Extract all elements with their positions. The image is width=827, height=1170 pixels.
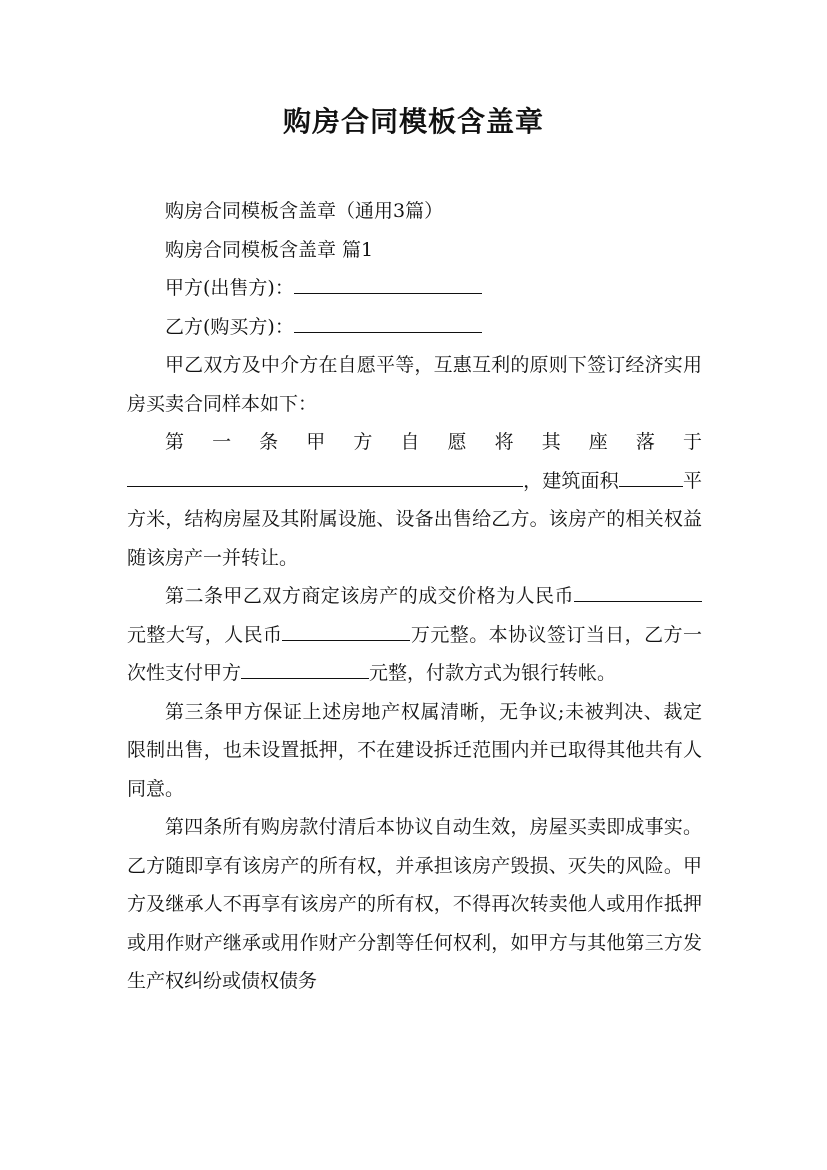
article-2-heading: 第二条甲乙双方商定该房产的成交价格为人民币 xyxy=(165,585,574,607)
article-1-area-label: ，建筑面积 xyxy=(523,469,619,492)
subtitle-paragraph: 购房合同模板含盖章（通用3篇） xyxy=(165,200,444,222)
article-2-text-b: 元整大写，人民币 xyxy=(127,623,283,646)
party-a-blank xyxy=(294,273,482,294)
section-heading-1: 购房合同模板含盖章 篇1 xyxy=(165,238,374,261)
article-2-text-c: 万元整。本协议签订当日，乙方一次性支付甲方 xyxy=(127,623,702,684)
article-1-paragraph xyxy=(127,423,702,577)
article-1-rest: 平方米，结构房屋及其附属设施、设备出售给乙方。该房产的相关权益随该房产一并转让。 xyxy=(127,469,702,569)
document-body xyxy=(127,192,702,1001)
article-2-text-d: 元整，付款方式为银行转帐。 xyxy=(369,662,617,684)
article-4-paragraph: 第四条所有购房款付清后本协议自动生效，房屋买卖即成事实。乙方随即享有该房产的所有权，并承担该房产毁损、灭失的风险。甲方及继承人不再享有该房产的所有权，不得再次转卖他人或用作抵押或用作财产继承或用作财产分割等任何权利，如甲方与其他第三方发生产权纠纷或债权债务 xyxy=(127,816,702,992)
price-words-blank xyxy=(282,620,410,641)
party-a-label: 甲方(出售方)： xyxy=(165,277,294,299)
payment-blank xyxy=(241,658,369,679)
intro-paragraph: 甲乙双方及中介方在自愿平等，互惠互利的原则下签订经济实用房买卖合同样本如下： xyxy=(127,354,702,415)
party-b-blank xyxy=(294,312,482,333)
location-blank xyxy=(127,466,523,487)
area-blank xyxy=(619,466,683,487)
article-1-heading: 第一条甲方自愿将其座落于 xyxy=(165,431,702,453)
article-3-paragraph: 第三条甲方保证上述房地产权属清晰，无争议;未被判决、裁定限制出售，也未设置抵押，不在建设拆迁范围内并已取得其他共有人同意。 xyxy=(127,700,702,800)
document-title: 购房合同模板含盖章 xyxy=(282,105,544,138)
price-blank xyxy=(574,581,702,602)
party-a-line xyxy=(127,269,702,308)
party-b-label: 乙方(购买方)： xyxy=(165,315,294,338)
party-b-line xyxy=(127,308,702,347)
article-2-paragraph xyxy=(127,577,702,693)
